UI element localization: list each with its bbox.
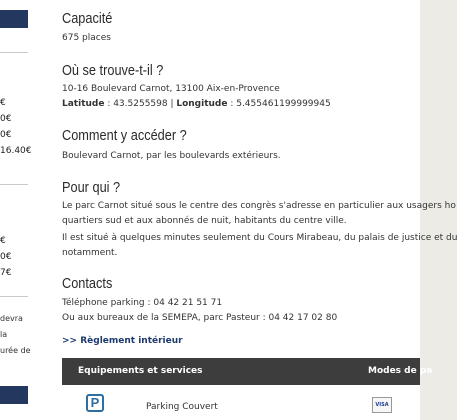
sidebar-price: €	[0, 236, 6, 246]
sidebar-divider	[0, 296, 28, 297]
table-row	[62, 385, 420, 420]
visa-card-icon: VISA	[372, 397, 392, 413]
coordinates-line	[62, 99, 331, 109]
sidebar-price: €	[0, 98, 6, 108]
left-sidebar-panel	[0, 0, 50, 420]
sidebar-price: 0€	[0, 130, 12, 140]
equipment-label: Parking Couvert	[146, 402, 218, 412]
sidebar-note: la	[0, 330, 8, 339]
sidebar-note: devra	[0, 314, 23, 323]
sidebar-price: 0€	[0, 252, 12, 262]
audience-line: Il est situé à quelques minutes seulement du Cours Mirabeau, du palais de justice et du	[62, 233, 457, 243]
equipment-column-header: Equipements et services	[78, 366, 203, 376]
sidebar-price: 7€	[0, 268, 12, 278]
access-text: Boulevard Carnot, par les boulevards extérieurs.	[62, 151, 281, 161]
audience-line: Le parc Carnot situé sous le centre des congrès s'adresse en particulier aux usagers ho	[62, 201, 456, 211]
sidebar-footer-bar[interactable]	[0, 386, 28, 404]
audience-title: Pour qui ?	[62, 179, 121, 196]
office-text: Ou aux bureaux de la SEMEPA, parc Pasteur : 04 42 17 02 80	[62, 313, 338, 323]
sidebar-divider	[0, 52, 28, 53]
latitude-value: : 43.5255598 |	[104, 99, 177, 109]
sidebar-price: 0€	[0, 114, 12, 124]
contacts-title: Contacts	[62, 275, 113, 292]
address-text: 10-16 Boulevard Carnot, 13100 Aix-en-Provence	[62, 84, 280, 94]
payment-column-header: Modes de pa	[368, 366, 433, 376]
audience-line: quartiers sud et aux abonnés de nuit, habitants du centre ville.	[62, 216, 347, 226]
services-table-header	[62, 358, 433, 385]
location-title: Où se trouve-t-il ?	[62, 62, 164, 79]
parking-icon: P	[86, 394, 104, 412]
longitude-label: Longitude	[176, 99, 228, 109]
capacity-value: 675 places	[62, 33, 111, 43]
sidebar-divider	[0, 184, 28, 185]
sidebar-price: 16.40€	[0, 146, 32, 156]
regulation-link[interactable]: >> Règlement intérieur	[62, 336, 183, 346]
access-title: Comment y accéder ?	[62, 127, 187, 144]
audience-line: notamment.	[62, 248, 118, 258]
sidebar-header-bar	[0, 10, 28, 28]
longitude-value: : 5.455461199999945	[227, 99, 331, 109]
latitude-label: Latitude	[62, 99, 105, 109]
parking-detail-content	[50, 0, 457, 420]
capacity-title: Capacité	[62, 10, 113, 27]
phone-text: Téléphone parking : 04 42 21 51 71	[62, 298, 223, 308]
sidebar-note: urée de	[0, 346, 31, 355]
